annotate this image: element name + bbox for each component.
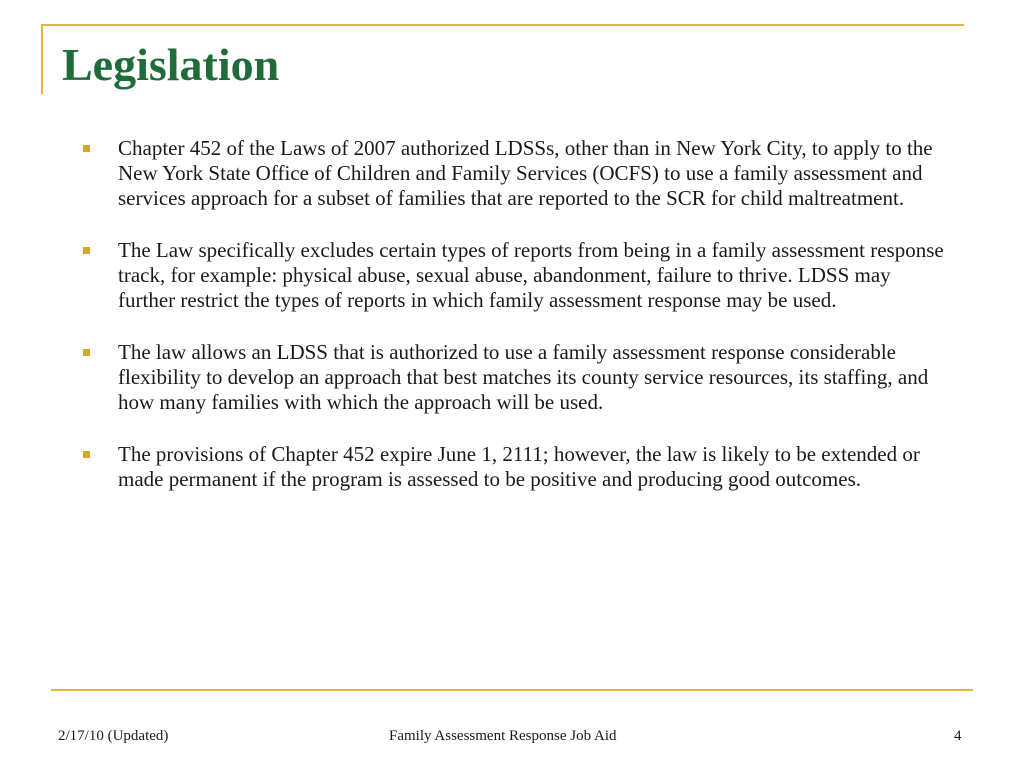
square-bullet-icon <box>83 247 90 254</box>
bullet-item <box>80 238 950 313</box>
bullet-text: The Law specifically excludes certain types of reports from being in a family assessment response track, for example: physical abuse, sexual abuse, abandonment, failure to thrive. LDSS may further restrict the types of reports in which family assessment response may be used. <box>118 238 944 312</box>
accent-top-line <box>41 24 964 26</box>
bullet-item <box>80 340 950 415</box>
bullet-text: The law allows an LDSS that is authorized to use a family assessment response considerable flexibility to develop an approach that best matches its county service resources, its staffing, and how many families with which the approach will be used. <box>118 340 929 414</box>
bullet-text: The provisions of Chapter 452 expire June 1, 2111; however, the law is likely to be extended or made permanent if the program is assessed to be positive and producing good outcomes. <box>118 442 920 491</box>
bullet-item <box>80 442 950 492</box>
accent-vertical-line <box>41 24 43 94</box>
square-bullet-icon <box>83 145 90 152</box>
footer-divider <box>51 689 973 691</box>
bullet-list <box>80 136 950 519</box>
square-bullet-icon <box>83 349 90 356</box>
footer-date: 2/17/10 (Updated) <box>58 728 169 744</box>
slide-title: Legislation <box>62 39 280 90</box>
bullet-text: Chapter 452 of the Laws of 2007 authorized LDSSs, other than in New York City, to apply to the New York State Office of Children and Family Services (OCFS) to use a family assessment and services approach for a subset of families that are reported to the SCR for child maltreatment. <box>118 136 933 210</box>
footer-title: Family Assessment Response Job Aid <box>389 728 617 744</box>
bullet-item <box>80 136 950 211</box>
page-number: 4 <box>954 728 962 744</box>
square-bullet-icon <box>83 451 90 458</box>
